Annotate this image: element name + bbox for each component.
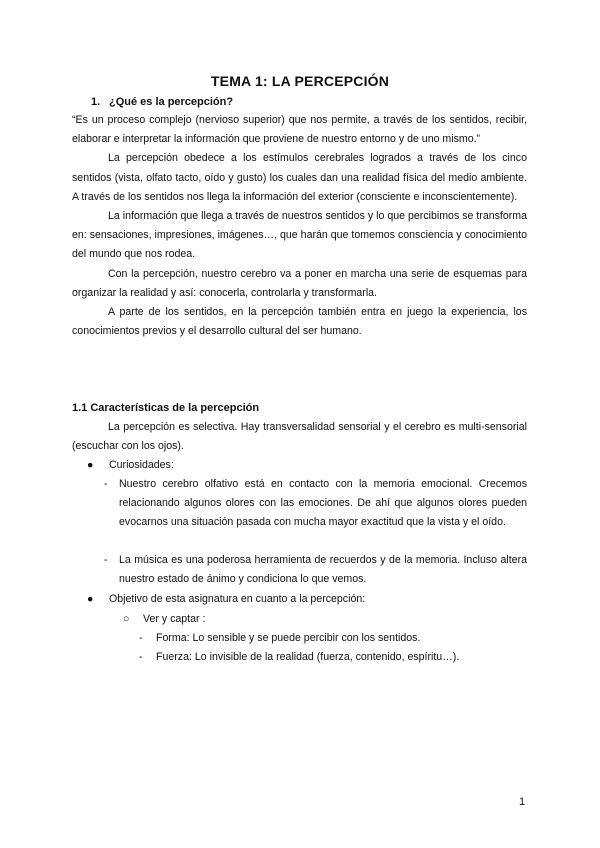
section-number: 1. <box>91 96 101 108</box>
dash-item <box>102 475 527 533</box>
dash-item <box>102 551 527 589</box>
bullet-item-curiosidades <box>87 456 527 475</box>
section-1-1-paragraph-block <box>72 418 527 456</box>
bullet-item-objetivo <box>87 590 527 609</box>
circle-bullet-icon: ○ <box>123 613 130 625</box>
section-heading-1-1: 1.1 Características de la percepción <box>72 402 260 414</box>
dash-icon: - <box>104 478 108 490</box>
sub-dash-item <box>139 648 529 667</box>
dash-icon: - <box>139 651 143 663</box>
section-heading-text: ¿Qué es la percepción? <box>109 96 234 108</box>
circle-text: Ver y captar : <box>143 613 206 625</box>
bullet-icon: ● <box>87 593 94 605</box>
paragraph: A parte de los sentidos, en la percepción también entra en juego la experiencia, los conocimientos previos y el desarrollo cultural del ser humano. <box>72 306 527 338</box>
paragraph: La percepción obedece a los estímulos cerebrales logrados a través de los cinco sentidos (vista, olfato tacto, oído y gusto) los cuales dan una realidad física del medio ambiente. A través de los sentidos nos llega la información del exterior (consciente e inconscientemente). <box>72 152 527 203</box>
bullet-icon: ● <box>87 459 94 471</box>
dash-text: Nuestro cerebro olfativo está en contacto con la memoria emocional. Crecemos relacionando algunos olores con las emociones. De ahí que algunos olores pueden evocarnos una situación pasada con mucha mayor exactitud que la vista y el oído. <box>119 478 527 529</box>
paragraph: La percepción es selectiva. Hay transversalidad sensorial y el cerebro es multi-sensorial (escuchar con los ojos). <box>72 421 527 453</box>
circle-item <box>123 610 523 629</box>
sub-dash-item <box>139 629 529 648</box>
bullet-text: Curiosidades: <box>109 459 174 471</box>
page-number: 1 <box>519 796 526 808</box>
sub-dash-text: Forma: Lo sensible y se puede percibir con los sentidos. <box>156 632 421 644</box>
paragraph: La información que llega a través de nuestros sentidos y lo que percibimos se transforma en: sensaciones, impresiones, imágenes…, que harán que tomemos consciencia y conocimiento del mundo que nos rodea. <box>72 210 527 261</box>
bullet-text: Objetivo de esta asignatura en cuanto a la percepción: <box>109 593 366 605</box>
page-title: TEMA 1: LA PERCEPCIÓN <box>210 73 390 89</box>
paragraph: Con la percepción, nuestro cerebro va a poner en marcha una serie de esquemas para organizar la realidad y así: conocerla, controlarla y transformarla. <box>72 267 527 299</box>
dash-icon: - <box>104 554 108 566</box>
sub-dash-text: Fuerza: Lo invisible de la realidad (fuerza, contenido, espíritu…). <box>156 651 460 663</box>
section-heading-1 <box>91 96 233 108</box>
dash-text: La música es una poderosa herramienta de recuerdos y de la memoria. Incluso altera nuestro estado de ánimo y condiciona lo que vemos. <box>119 554 527 586</box>
intro-quote: “Es un proceso complejo (nervioso superior) que nos permite, a través de los sentidos, recibir, elaborar e interpretar la información que proviene de nuestro entorno y de uno mismo.” <box>72 114 527 146</box>
intro-block <box>72 111 527 341</box>
dash-icon: - <box>139 632 143 644</box>
